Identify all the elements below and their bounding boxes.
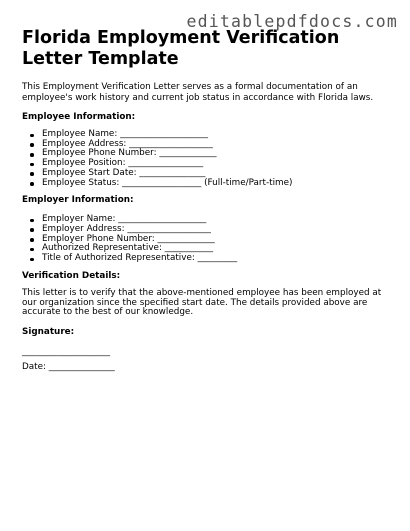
list-item: Employee Status: __________________ (Full-time/Part-time)	[42, 179, 392, 189]
verification-paragraph: This letter is to verify that the above-mentioned employee has been employed at our organization since the specified start date. The details provided above are accurate to the best of our knowledge.	[22, 287, 382, 318]
employee-info-list	[22, 130, 392, 188]
list-item: Employer Address: ___________________	[42, 225, 392, 235]
site-watermark: editablepdfdocs.com	[186, 12, 398, 31]
list-item: Employee Phone Number: _____________	[42, 149, 392, 159]
document-title: Florida Employment Verification Letter Template	[22, 28, 340, 69]
intro-paragraph: This Employment Verification Letter serves as a formal documentation of an employee's work history and current job status in accordance with Florida laws.	[22, 82, 374, 103]
list-item: Employee Address: ___________________	[42, 140, 392, 150]
list-item: Authorized Representative: ___________	[42, 244, 392, 254]
list-item: Title of Authorized Representative: _________	[42, 254, 392, 264]
signature-heading: Signature:	[22, 327, 75, 338]
employee-info-heading: Employee Information:	[22, 112, 136, 122]
document-page	[22, 28, 392, 373]
list-item: Employee Position: _________________	[42, 159, 392, 169]
employer-info-list	[22, 215, 392, 264]
list-item: Employee Start Date: _______________	[42, 169, 392, 179]
signature-line: ____________________	[22, 347, 110, 358]
date-line: Date: _______________	[22, 362, 115, 373]
list-item: Employer Name: ____________________	[42, 215, 392, 225]
verification-heading: Verification Details:	[22, 270, 121, 281]
employer-info-heading: Employer Information:	[22, 195, 134, 206]
list-item: Employee Name: ____________________	[42, 130, 392, 140]
list-item: Employer Phone Number: _____________	[42, 235, 392, 245]
